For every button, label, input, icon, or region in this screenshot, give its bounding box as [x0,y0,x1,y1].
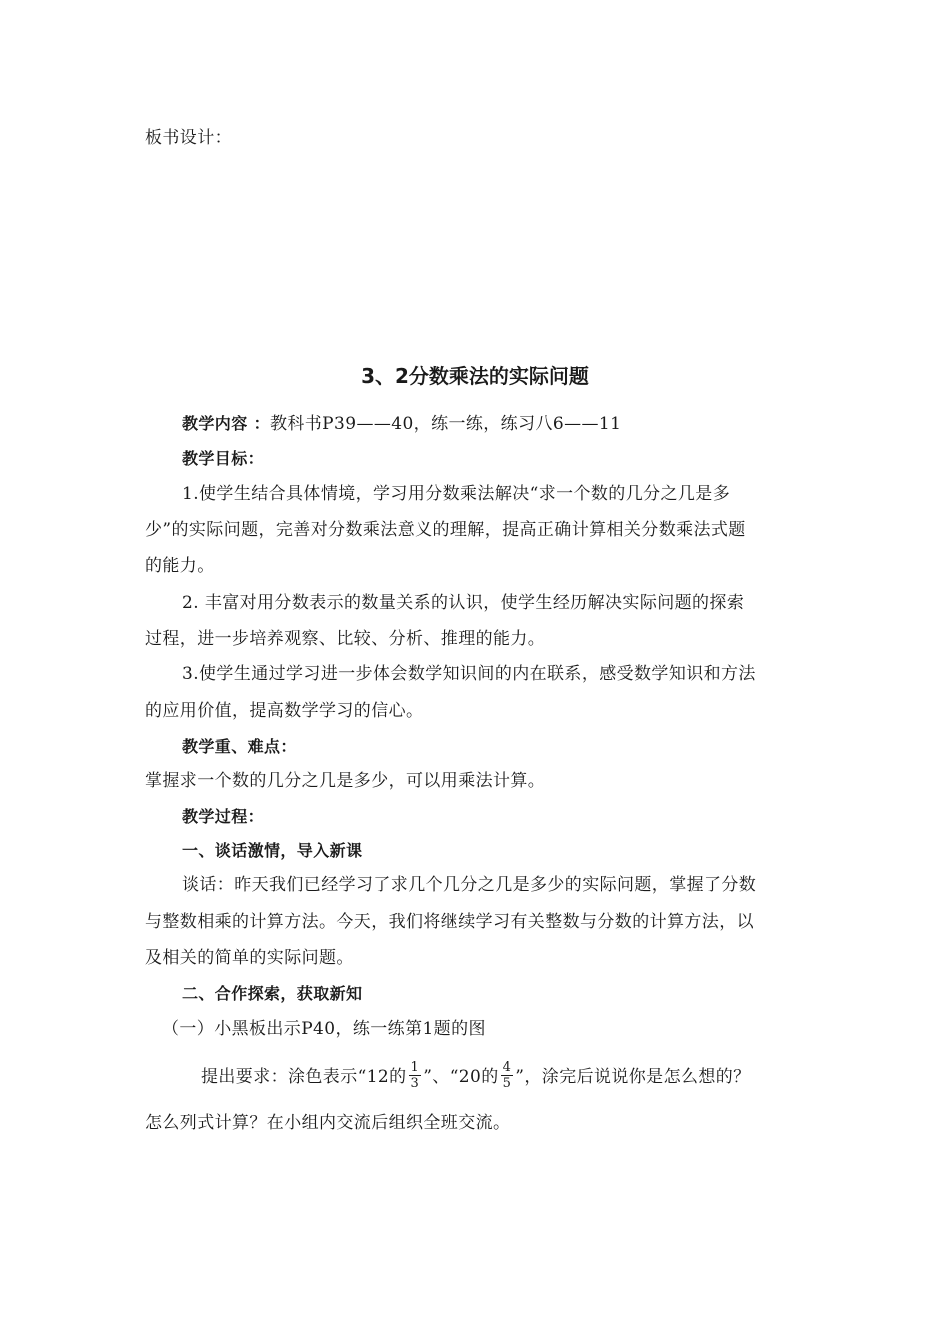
teaching-content-label: 教学内容 ： [182,414,270,433]
process-heading: 教学过程： [182,807,265,826]
key-points-text: 掌握求一个数的几分之几是多少，可以用乘法计算。 [145,771,546,791]
objective-line: 1.使学生结合具体情境，学习用分数乘法解决“求一个数的几分之几是多 [182,484,731,504]
objective-line: 过程，进一步培养观察、比较、分析、推理的能力。 [145,629,546,649]
fraction-denominator: 5 [502,1076,512,1091]
section2-sub1: （一）小黑板出示P40，练一练第1题的图 [162,1019,486,1039]
fraction-one-third [409,1060,422,1091]
fraction-denominator: 3 [410,1076,420,1091]
section1-line: 谈话：昨天我们已经学习了求几个几分之几是多少的实际问题，掌握了分数 [182,875,757,895]
fraction-numerator: 1 [410,1060,420,1075]
fraction-four-fifths [501,1060,514,1091]
section2-heading: 二、合作探索，获取新知 [182,984,363,1003]
section1-heading: 一、谈话激情，导入新课 [182,841,363,860]
lesson-title: 3、2分数乘法的实际问题 [361,364,589,388]
objective-line: 2. 丰富对用分数表示的数量关系的认识，使学生经历解决实际问题的探索 [182,593,745,613]
objective-line: 的能力。 [145,556,215,576]
section1-line: 及相关的简单的实际问题。 [145,948,354,968]
objective-line: 3.使学生通过学习进一步体会数学知识间的内在联系，感受数学知识和方法 [182,664,756,684]
objectives-heading: 教学目标： [182,449,265,468]
key-points-heading: 教学重、难点： [182,737,297,756]
section1-line: 与整数相乘的计算方法。今天，我们将继续学习有关整数与分数的计算方法，以 [145,912,754,932]
objective-line: 的应用价值，提高数学学习的信心。 [145,701,424,721]
requirement-line [201,1062,866,1093]
requirement-last-line: 怎么列式计算？在小组内交流后组织全班交流。 [145,1113,511,1133]
teaching-content [182,413,847,435]
requirement-text-a: 提出要求：涂色表示“12的 [201,1067,407,1087]
fraction-numerator: 4 [502,1060,512,1075]
requirement-text-b: ”、“20的 [423,1067,499,1087]
requirement-text-c: ”，涂完后说说你是怎么想的？ [515,1067,751,1087]
board-design-label: 板书设计： [145,128,232,148]
objective-line: 少”的实际问题，完善对分数乘法意义的理解，提高正确计算相关分数乘法式题 [145,520,746,540]
teaching-content-text: 教科书P39——40，练一练，练习八6——11 [269,414,622,434]
